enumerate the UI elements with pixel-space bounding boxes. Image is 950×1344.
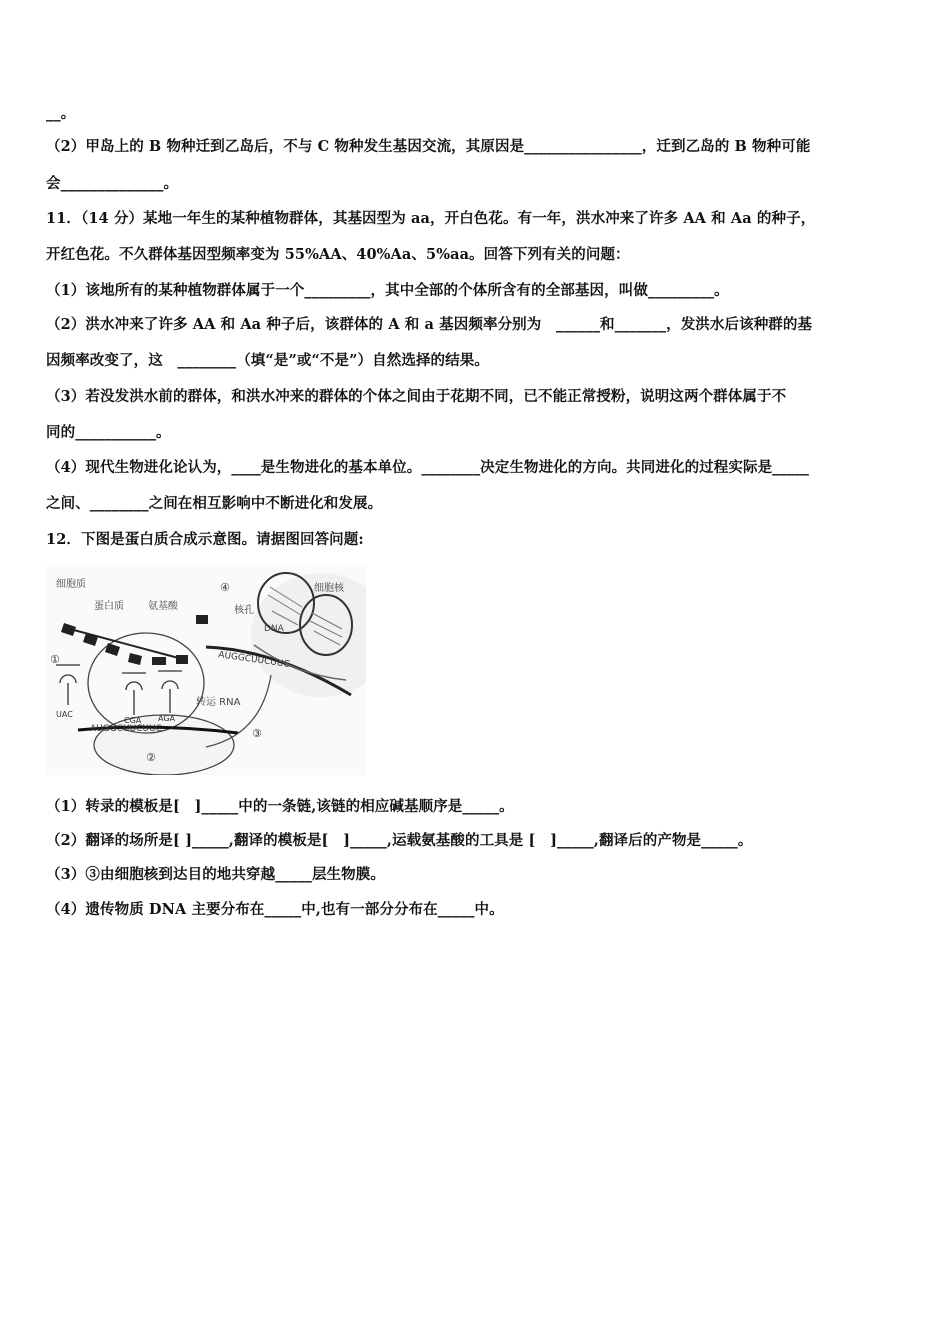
question-12-part-2: （2）翻译的场所是[ ]_____,翻译的模板是[ ]_____,运载氨基酸的工具是 [ ]_____,翻译后的产物是_____。 [46, 832, 753, 849]
sequence-nucleus: AUGGCUUCUUC [217, 650, 291, 670]
label-amino-acid: 氨基酸 [148, 601, 178, 612]
anticodon-1: UAC [56, 710, 73, 719]
text-line-3: 会______________。 [46, 175, 179, 192]
text-line-2: （2）甲岛上的 B 物种迁到乙岛后，不与 C 物种发生基因交流，其原因是________________，迁到乙岛的 B 物种可能 [46, 138, 811, 155]
question-11-heading: 11．（14 分）某地一年生的某种植物群体，其基因型为 aa，开白色花。有一年，洪水冲来了许多 AA 和 Aa 的种子， [46, 210, 816, 227]
label-nucleus: 细胞核 [314, 583, 344, 594]
label-cytoplasm: 细胞质 [56, 579, 86, 590]
text-line-1: __。 [46, 105, 76, 122]
text-line-5: 开红色花。不久群体基因型频率变为 55%AA、40%Aa、5%aa。回答下列有关的问题： [46, 246, 630, 263]
marker-3: ③ [252, 727, 262, 740]
label-dna: DNA [264, 624, 284, 634]
question-12-heading: 12．下图是蛋白质合成示意图。请据图回答问题: [46, 531, 364, 548]
question-11-part-1: （1）该地所有的某种植物群体属于一个_________，其中全部的个体所含有的全部基因，叫做_________。 [46, 282, 729, 299]
label-nuclear-pore: 核孔 [234, 605, 254, 616]
question-12-part-4: （4）遗传物质 DNA 主要分布在_____中,也有一部分分布在_____中。 [46, 901, 504, 918]
anticodon-2: CGA [124, 716, 142, 725]
question-11-part-3: （3）若没发洪水前的群体，和洪水冲来的群体的个体之间由于花期不同，已不能正常授粉，说明这两个群体属于不 [46, 388, 787, 405]
question-11-part-2: （2）洪水冲来了许多 AA 和 Aa 种子后，该群体的 A 和 a 基因频率分别为 ______和_______，发洪水后该种群的基 [46, 316, 813, 333]
marker-4: ④ [220, 581, 230, 594]
question-12-part-1: （1）转录的模板是[ ]_____中的一条链,该链的相应碱基顺序是_____。 [46, 798, 514, 815]
label-trna: 转运 RNA [196, 697, 241, 708]
marker-2: ② [146, 751, 156, 764]
question-12-part-3: （3）③由细胞核到达目的地共穿越_____层生物膜。 [46, 866, 385, 883]
label-protein: 蛋白质 [94, 601, 124, 612]
text-line-12: 之间、________之间在相互影响中不断进化和发展。 [46, 495, 383, 512]
anticodon-3: AGA [158, 714, 176, 723]
text-line-10: 同的___________。 [46, 424, 171, 441]
protein-synthesis-diagram [46, 565, 366, 775]
question-11-part-4: （4）现代生物进化论认为，____是生物进化的基本单位。________决定生物进化的方向。共同进化的过程实际是_____ [46, 459, 809, 476]
text-line-8: 因频率改变了，这 ________（填“是”或“不是”）自然选择的结果。 [46, 352, 489, 369]
marker-1: ① [50, 653, 60, 666]
sequence-ribosome: AUGGCUUCUUC [90, 724, 162, 734]
